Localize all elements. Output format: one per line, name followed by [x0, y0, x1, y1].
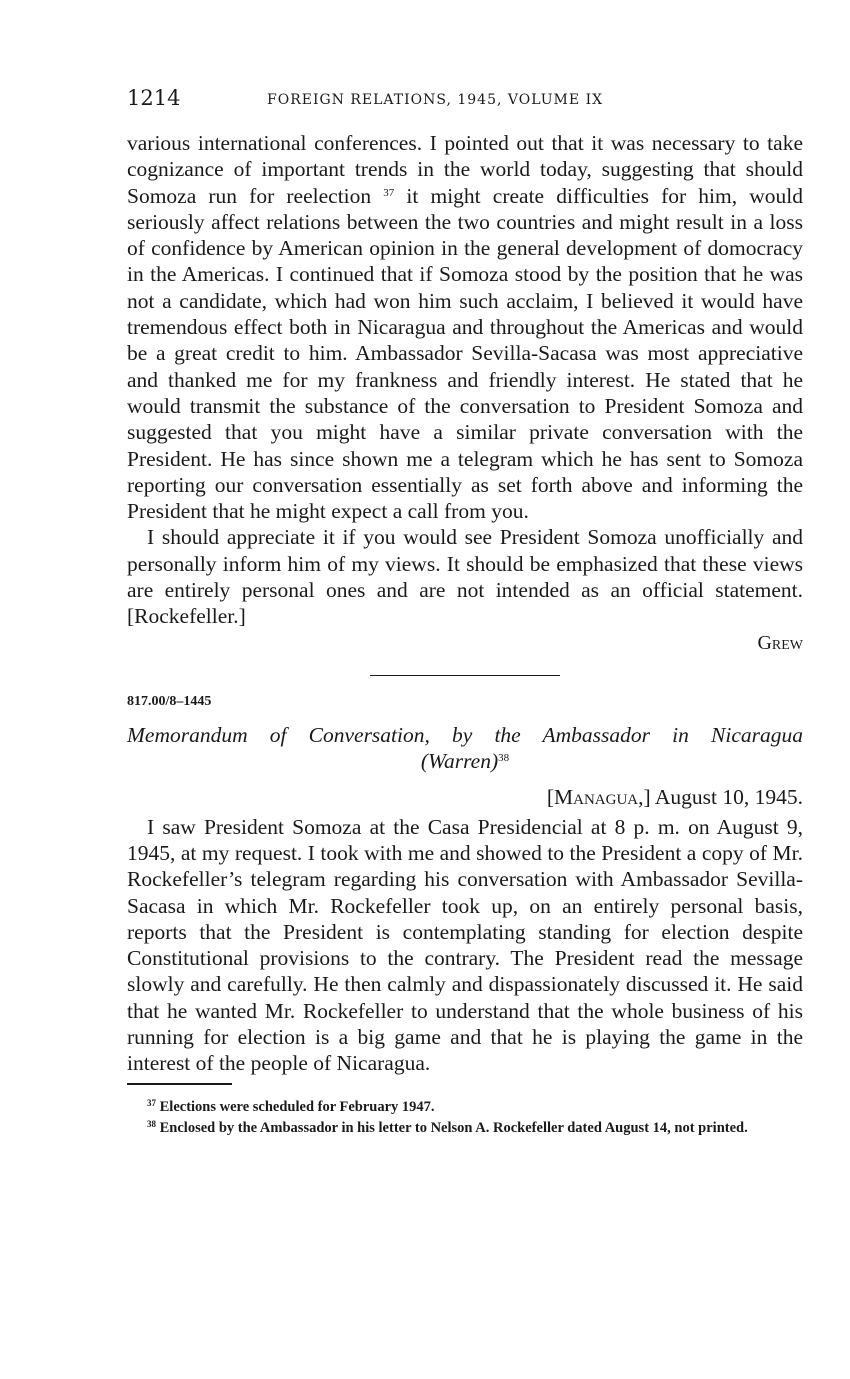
running-head: FOREIGN RELATIONS, 1945, VOLUME IX — [267, 92, 604, 108]
footnote-38-text: Enclosed by the Ambassador in his letter to Nelson A. Rockefeller dated August 14, not printed. — [159, 1119, 748, 1136]
body-paragraph-1 — [127, 130, 803, 524]
footnote-rule — [127, 1083, 232, 1085]
footnote-38-mark: 38 — [147, 1118, 156, 1129]
dateline: [Managua,] August 10, 1945. — [546, 784, 803, 809]
footnote-37 — [127, 1095, 803, 1116]
memo-title-author — [127, 749, 803, 773]
body-paragraph-1-text-b: it might create difficulties for him, would seriously affect relations between the two countries and might result in a loss of confidence by American opinion in the general development of domocracy in the Americas. I continued that if Somoza stood by the position that he was not a candidate, which had won him such acclaim, I believed it would have tremendous effect both in Nicaragua and throughout the Americas and would be a great credit to him. Ambassador Sevilla-Sacasa was most appreciative and thanked me for my frankness and friendly interest. He stated that he would transmit the substance of the conversation to President Somoza and suggested that you might have a similar private conversation with the President. He has since shown me a telegram which he has sent to Somoza reporting our conversation essentially as set forth above and informing the President that he might expect a call from you. — [127, 183, 804, 524]
memo-title: Memorandum of Conversation, by the Ambassador in Nicaragua — [127, 722, 803, 747]
footnotes — [127, 1095, 803, 1137]
footnote-ref-37: 37 — [383, 186, 395, 199]
memo-author: (Warren) — [420, 748, 499, 773]
footnote-37-mark: 37 — [147, 1097, 156, 1108]
body-paragraph-2: I should appreciate it if you would see President Somoza unofficially and personally inform him of my views. It should be emphasized that these views are entirely personal ones and are not intended as an official statement. [Rockefeller.] — [127, 525, 803, 629]
page-number: 1214 — [127, 86, 181, 110]
document-page — [127, 86, 803, 1137]
footnote-ref-38: 38 — [498, 751, 510, 764]
page-header — [127, 86, 803, 114]
dateline-place: Managua, — [554, 784, 644, 809]
dateline-date: August 10, 1945. — [654, 784, 803, 809]
section-divider — [370, 675, 560, 676]
footnote-37-text: Elections were scheduled for February 1947. — [159, 1098, 435, 1115]
footnote-38 — [127, 1116, 803, 1137]
signature: Grew — [757, 631, 803, 654]
file-number: 817.00/8–1445 — [127, 693, 212, 709]
memo-paragraph-1: I saw President Somoza at the Casa Presidencial at 8 p. m. on August 9, 1945, at my request. I took with me and showed to the President a copy of Mr. Rockefeller’s telegram regarding his conversation with Ambassador Sevilla-Sacasa in which Mr. Rockefeller took up, on an entirely personal basis, reports that the President is contemplating standing for election despite Constitutional provisions to the contrary. The President read the message slowly and carefully. He then calmly and dispassionately discussed it. He said that he wanted Mr. Rockefeller to understand that the whole business of his running for election is a big game and that he is playing the game in the interest of the people of Nicaragua. — [127, 814, 803, 1076]
body-paragraph-1-text-a: various international conferences. I pointed out that it was necessary to take cognizance of important trends in the world today, suggesting that should Somoza run for reelection — [127, 131, 803, 208]
